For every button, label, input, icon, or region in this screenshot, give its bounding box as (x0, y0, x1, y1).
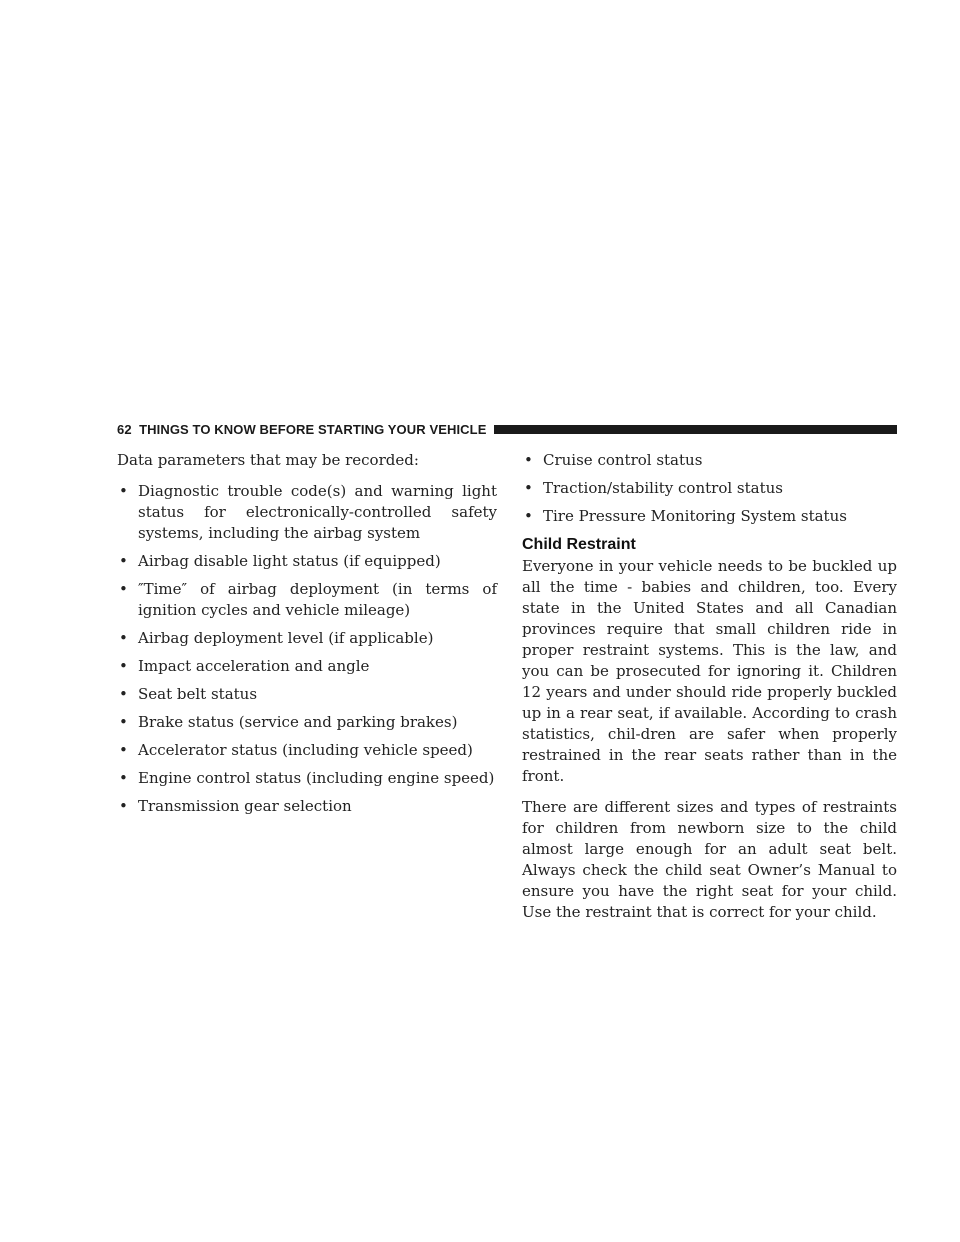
list-item-text: Engine control status (including engine speed) (138, 769, 495, 787)
list-item-text: Diagnostic trouble code(s) and warning light status for electronically-controlled safety systems, including the airbag system (138, 482, 497, 542)
list-item (117, 768, 497, 789)
list-item-text: Accelerator status (including vehicle speed) (138, 741, 473, 759)
list-item (117, 481, 497, 544)
list-item (117, 656, 497, 677)
list-item-text: Cruise control status (543, 451, 703, 469)
recorded-parameters-intro: Data parameters that may be recorded: (117, 451, 419, 469)
list-item (117, 579, 497, 621)
list-item-text: Airbag disable light status (if equipped) (138, 552, 441, 570)
list-item (117, 796, 497, 817)
bullet-icon: • (119, 685, 128, 703)
page-header-text (117, 422, 486, 437)
list-item (117, 684, 497, 705)
bullet-icon: • (524, 451, 533, 469)
paragraph: Everyone in your vehicle needs to be buckled up all the time - babies and children, too. Every state in the United States and all Canadian provinces require that small children ride in proper restraint systems. This is the law, and you can be prosecuted for ignoring it. Children 12 years and under should ride properly buckled up in a rear seat, if available. According to crash statistics, chil-dren are safer when properly restrained in the rear seats rather than in the front. (522, 557, 897, 785)
list-item-text: Tire Pressure Monitoring System status (543, 507, 847, 525)
recorded-parameters-list-continued (522, 450, 897, 527)
left-column (117, 450, 497, 824)
bullet-icon: • (119, 482, 128, 500)
list-item-text: Traction/stability control status (543, 479, 783, 497)
page-number: 62 (117, 421, 132, 437)
bullet-icon: • (524, 507, 533, 525)
list-item (117, 740, 497, 761)
list-item-text: ″Time″ of airbag deployment (in terms of ignition cycles and vehicle mileage) (138, 580, 497, 619)
list-item-text: Seat belt status (138, 685, 258, 703)
list-item (117, 628, 497, 649)
bullet-icon: • (119, 769, 128, 787)
bullet-icon: • (119, 713, 128, 731)
list-item-text: Transmission gear selection (138, 797, 352, 815)
right-column (522, 450, 897, 933)
section-heading-child-restraint: Child Restraint (522, 536, 636, 553)
list-item-text: Brake status (service and parking brakes) (138, 713, 458, 731)
bullet-icon: • (119, 580, 128, 598)
list-item (117, 712, 497, 733)
header-rule (494, 425, 897, 434)
list-item (522, 478, 897, 499)
bullet-icon: • (119, 629, 128, 647)
list-item (117, 551, 497, 572)
paragraph: There are different sizes and types of restraints for children from newborn size to the child almost large enough for an adult seat belt. Always check the child seat Owner’s Manual to ensure you have the right seat for your child. Use the restraint that is correct for your child. (522, 798, 897, 921)
page-header (117, 420, 897, 438)
chapter-title: THINGS TO KNOW BEFORE STARTING YOUR VEHICLE (139, 421, 487, 437)
list-item-text: Airbag deployment level (if applicable) (138, 629, 434, 647)
list-item-text: Impact acceleration and angle (138, 657, 370, 675)
bullet-icon: • (119, 741, 128, 759)
bullet-icon: • (119, 552, 128, 570)
list-item (522, 450, 897, 471)
bullet-icon: • (119, 657, 128, 675)
list-item (522, 506, 897, 527)
bullet-icon: • (119, 797, 128, 815)
recorded-parameters-list (117, 481, 497, 817)
bullet-icon: • (524, 479, 533, 497)
